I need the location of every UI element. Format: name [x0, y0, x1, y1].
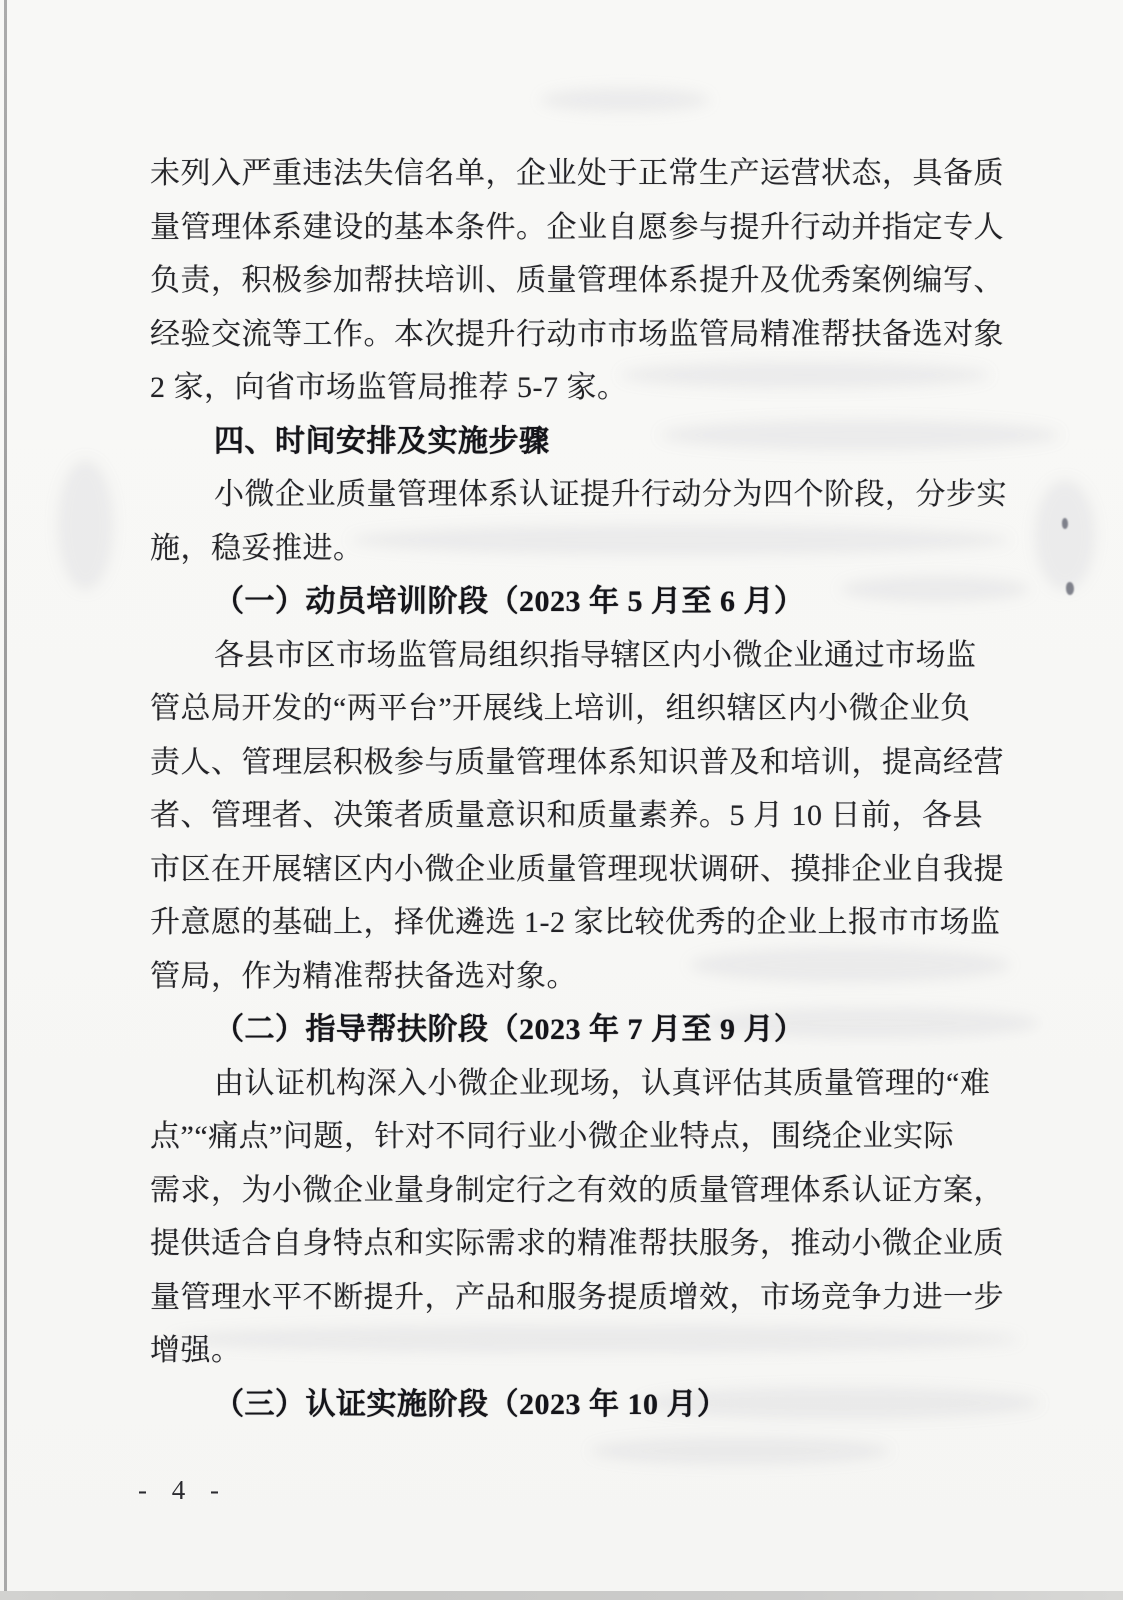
- text-line: 提供适合自身特点和实际需求的精准帮扶服务，推动小微企业质: [150, 1227, 1004, 1260]
- text-line: 升意愿的基础上，择优遴选 1-2 家比较优秀的企业上报市市场监: [150, 906, 1001, 939]
- bleedthrough-smudge: [540, 88, 710, 112]
- text-line: 未列入严重违法失信名单，企业处于正常生产运营状态，具备质: [150, 157, 1004, 190]
- text-line: 市区在开展辖区内小微企业质量管理现状调研、摸排企业自我提: [150, 852, 1004, 886]
- document-text-block: [150, 147, 1007, 1431]
- text-line: 量管理水平不断提升，产品和服务提质增效，市场竞争力进一步: [150, 1280, 1004, 1314]
- bleedthrough-smudge: [590, 1438, 890, 1464]
- text-line: 量管理体系建设的基本条件。企业自愿参与提升行动并指定专人: [150, 210, 1004, 244]
- text-line: 施，稳妥推进。: [150, 531, 364, 565]
- bleedthrough-smudge: [1035, 480, 1095, 590]
- text-line: 由认证机构深入小微企业现场，认真评估其质量管理的“难: [214, 1066, 991, 1100]
- ink-speck: [1062, 518, 1068, 529]
- text-line: 需求，为小微企业量身制定行之有效的质量管理体系认证方案，: [150, 1173, 1004, 1207]
- page-number: - 4 -: [138, 1475, 228, 1505]
- scan-bottom-edge-shadow: [0, 1591, 1123, 1600]
- text-line: 管总局开发的“两平台”开展线上培训，组织辖区内小微企业负: [150, 692, 971, 725]
- text-line: 2 家，向省市场监管局推荐 5-7 家。: [150, 371, 628, 404]
- text-line: 小微企业质量管理体系认证提升行动分为四个阶段，分步实: [214, 478, 1007, 511]
- text-line: 责人、管理层积极参与质量管理体系知识普及和培训，提高经营: [150, 745, 1004, 779]
- text-line: 增强。: [150, 1334, 242, 1367]
- scan-left-edge-line: [4, 0, 7, 1600]
- text-line: 各县市区市场监管局组织指导辖区内小微企业通过市场监: [214, 638, 977, 672]
- text-line: 者、管理者、决策者质量意识和质量素养。5 月 10 日前，各县: [150, 799, 983, 832]
- section-heading: 四、时间安排及实施步骤: [214, 424, 550, 458]
- text-line: 点”“痛点”问题，针对不同行业小微企业特点，围绕企业实际: [150, 1120, 954, 1153]
- ink-speck: [1066, 582, 1074, 595]
- section-heading: （三）认证实施阶段（2023 年 10 月）: [214, 1387, 728, 1421]
- bleedthrough-smudge: [58, 460, 113, 590]
- section-heading: （一）动员培训阶段（2023 年 5 月至 6 月）: [214, 585, 805, 618]
- section-heading: （二）指导帮扶阶段（2023 年 7 月至 9 月）: [214, 1013, 805, 1046]
- text-line: 管局，作为精准帮扶备选对象。: [150, 959, 577, 993]
- text-line: 经验交流等工作。本次提升行动市市场监管局精准帮扶备选对象: [150, 317, 1004, 351]
- text-line: 负责，积极参加帮扶培训、质量管理体系提升及优秀案例编写、: [150, 264, 1004, 297]
